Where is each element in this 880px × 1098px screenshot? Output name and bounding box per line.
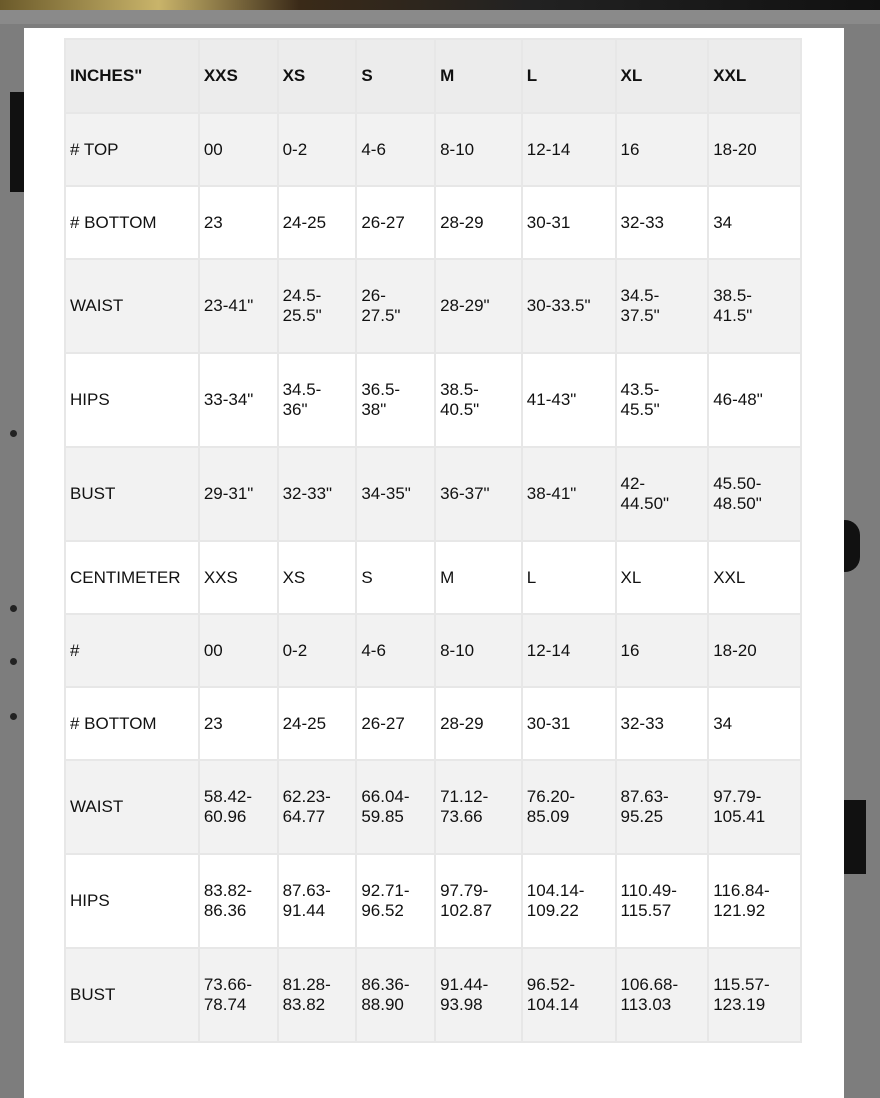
table-cell: 46-48" [708, 353, 801, 447]
table-cell: 73.66- 78.74 [199, 948, 278, 1042]
background-bullet [10, 605, 17, 612]
table-header-row [65, 39, 801, 113]
table-cell: 16 [616, 113, 709, 186]
header-cell: XXS [199, 39, 278, 113]
table-cell: 00 [199, 113, 278, 186]
background-bullet [10, 713, 17, 720]
table-row [65, 614, 801, 687]
row-label-cell: BUST [65, 447, 199, 541]
row-label-cell: WAIST [65, 760, 199, 854]
table-cell: 76.20- 85.09 [522, 760, 616, 854]
table-cell: 4-6 [356, 113, 435, 186]
row-label-cell: CENTIMETER [65, 541, 199, 614]
table-cell: 42- 44.50" [616, 447, 709, 541]
table-cell: 23-41" [199, 259, 278, 353]
table-cell: 32-33 [616, 186, 709, 259]
table-cell: XL [616, 541, 709, 614]
table-cell: 26-27 [356, 186, 435, 259]
header-cell: XS [278, 39, 357, 113]
table-cell: 62.23- 64.77 [278, 760, 357, 854]
table-cell: 34.5- 36" [278, 353, 357, 447]
table-cell: 18-20 [708, 113, 801, 186]
header-cell: XL [616, 39, 709, 113]
table-cell: 97.79- 102.87 [435, 854, 522, 948]
table-cell: 34.5- 37.5" [616, 259, 709, 353]
background-block [10, 92, 24, 192]
background-bullet [10, 658, 17, 665]
table-cell: 106.68- 113.03 [616, 948, 709, 1042]
table-cell: 29-31" [199, 447, 278, 541]
table-cell: 110.49- 115.57 [616, 854, 709, 948]
table-cell: 91.44- 93.98 [435, 948, 522, 1042]
table-cell: 30-31 [522, 687, 616, 760]
table-cell: 97.79- 105.41 [708, 760, 801, 854]
table-row [65, 760, 801, 854]
table-cell: 23 [199, 186, 278, 259]
table-cell: M [435, 541, 522, 614]
table-cell: 83.82- 86.36 [199, 854, 278, 948]
row-label-cell: HIPS [65, 854, 199, 948]
table-cell: 66.04- 59.85 [356, 760, 435, 854]
table-row [65, 854, 801, 948]
size-chart-table [64, 38, 802, 1043]
table-cell: 87.63- 91.44 [278, 854, 357, 948]
table-row [65, 186, 801, 259]
table-cell: 24-25 [278, 186, 357, 259]
table-cell: 38.5- 41.5" [708, 259, 801, 353]
table-cell: 30-31 [522, 186, 616, 259]
table-cell: 41-43" [522, 353, 616, 447]
table-cell: 16 [616, 614, 709, 687]
table-cell: 32-33" [278, 447, 357, 541]
table-cell: 86.36- 88.90 [356, 948, 435, 1042]
row-label-cell: # BOTTOM [65, 186, 199, 259]
table-cell: 34 [708, 186, 801, 259]
table-cell: 115.57- 123.19 [708, 948, 801, 1042]
table-cell: 26-27 [356, 687, 435, 760]
header-cell: M [435, 39, 522, 113]
table-cell: 0-2 [278, 113, 357, 186]
background-photo-strip [0, 0, 880, 10]
background-black-button [842, 800, 866, 874]
table-cell: 33-34" [199, 353, 278, 447]
table-row [65, 687, 801, 760]
table-cell: 12-14 [522, 614, 616, 687]
table-row [65, 113, 801, 186]
table-cell: 23 [199, 687, 278, 760]
table-cell: 34-35" [356, 447, 435, 541]
table-cell: 92.71- 96.52 [356, 854, 435, 948]
row-label-cell: HIPS [65, 353, 199, 447]
table-cell: 36.5- 38" [356, 353, 435, 447]
row-label-cell: BUST [65, 948, 199, 1042]
table-cell: 38.5- 40.5" [435, 353, 522, 447]
table-cell: 71.12- 73.66 [435, 760, 522, 854]
table-cell: 8-10 [435, 113, 522, 186]
table-cell: XXL [708, 541, 801, 614]
header-cell: XXL [708, 39, 801, 113]
table-cell: 43.5- 45.5" [616, 353, 709, 447]
row-label-cell: # BOTTOM [65, 687, 199, 760]
table-cell: 45.50- 48.50" [708, 447, 801, 541]
table-cell: 0-2 [278, 614, 357, 687]
table-row [65, 948, 801, 1042]
table-cell: 12-14 [522, 113, 616, 186]
table-cell: 116.84- 121.92 [708, 854, 801, 948]
table-cell: 87.63- 95.25 [616, 760, 709, 854]
table-cell: 4-6 [356, 614, 435, 687]
table-cell: 28-29" [435, 259, 522, 353]
table-cell: XS [278, 541, 357, 614]
table-cell: 58.42- 60.96 [199, 760, 278, 854]
table-cell: 00 [199, 614, 278, 687]
header-cell: INCHES" [65, 39, 199, 113]
row-label-cell: WAIST [65, 259, 199, 353]
table-cell: 96.52- 104.14 [522, 948, 616, 1042]
table-cell: 8-10 [435, 614, 522, 687]
header-cell: S [356, 39, 435, 113]
table-cell: 36-37" [435, 447, 522, 541]
table-cell: 30-33.5" [522, 259, 616, 353]
table-cell: S [356, 541, 435, 614]
size-chart-modal [24, 28, 844, 1098]
row-label-cell: # [65, 614, 199, 687]
table-cell: 24.5- 25.5" [278, 259, 357, 353]
table-cell: XXS [199, 541, 278, 614]
table-row [65, 447, 801, 541]
table-cell: 38-41" [522, 447, 616, 541]
table-cell: 18-20 [708, 614, 801, 687]
row-label-cell: # TOP [65, 113, 199, 186]
table-row [65, 541, 801, 614]
table-cell: L [522, 541, 616, 614]
header-cell: L [522, 39, 616, 113]
table-cell: 104.14- 109.22 [522, 854, 616, 948]
table-row [65, 353, 801, 447]
table-row [65, 259, 801, 353]
table-cell: 81.28- 83.82 [278, 948, 357, 1042]
table-cell: 26- 27.5" [356, 259, 435, 353]
background-bullet [10, 430, 17, 437]
table-cell: 24-25 [278, 687, 357, 760]
table-cell: 28-29 [435, 687, 522, 760]
table-cell: 34 [708, 687, 801, 760]
table-cell: 28-29 [435, 186, 522, 259]
table-cell: 32-33 [616, 687, 709, 760]
